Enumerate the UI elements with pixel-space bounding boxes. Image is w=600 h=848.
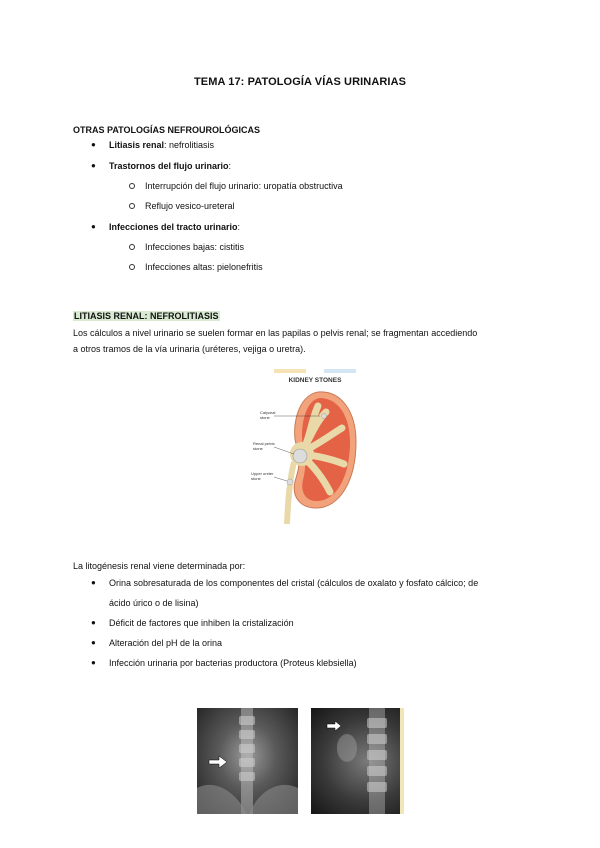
leader-line — [274, 477, 287, 481]
label-calyceal-2: stone — [260, 415, 270, 420]
list-item-litiasis — [109, 139, 214, 152]
label-renal-pelvic-2: stone — [253, 446, 263, 451]
title-bar-left — [274, 369, 306, 373]
label-upper-ureter: Upper ureter — [251, 471, 274, 476]
section-heading-litiasis — [73, 311, 220, 321]
circle-bullet-icon — [129, 183, 135, 189]
ureter — [287, 462, 294, 524]
page-title: TEMA 17: PATOLOGÍA VÍAS URINARIAS — [193, 76, 407, 88]
lito-item-2: Déficit de factores que inhiben la cristalización — [109, 618, 294, 628]
sub-item-reflujo: Reflujo vesico-ureteral — [145, 201, 235, 211]
section-heading-otras-patologias: OTRAS PATOLOGÍAS NEFROUROLÓGICAS — [73, 125, 261, 135]
list-item-infecciones — [109, 221, 240, 234]
bullet-icon: ● — [91, 578, 96, 587]
pelvic-stone — [293, 449, 307, 463]
sub-item-infecciones-bajas: Infecciones bajas: cistitis — [145, 242, 245, 252]
xray-left-detail — [197, 708, 298, 814]
label-calyceal: Calyceal — [260, 410, 276, 415]
list-item-bold: Infecciones del tracto urinario — [109, 222, 238, 232]
label-renal-pelvic: Renal pelvic — [253, 441, 275, 446]
lito-item-3: Alteración del pH de la orina — [109, 638, 223, 648]
calyceal-stone — [322, 414, 327, 419]
circle-bullet-icon — [129, 244, 135, 250]
title-bar-right — [324, 369, 356, 373]
circle-bullet-icon — [129, 203, 135, 209]
lito-item-4: Infección urinaria por bacterias productora (Proteus klebsiella) — [109, 658, 357, 668]
kidney-stones-figure — [240, 368, 365, 528]
kidney-illustration — [240, 368, 365, 528]
sub-item-interrupcion: Interrupción del flujo urinario: uropatía obstructiva — [145, 181, 343, 191]
bullet-icon: ● — [91, 140, 96, 149]
list-item-trastornos — [109, 160, 231, 173]
list-item-text: : — [237, 222, 241, 232]
xray-right-detail — [311, 708, 404, 814]
bullet-icon: ● — [91, 618, 96, 627]
label-upper-ureter-2: stone — [251, 476, 261, 481]
ureter-stone — [287, 479, 293, 485]
bullet-icon: ● — [91, 161, 96, 170]
arrow-icon — [209, 756, 227, 768]
paragraph-line-1: Los cálculos a nivel urinario se suelen formar en las papilas o pelvis renal; se fragmentan accediendo — [73, 328, 478, 338]
list-item-bold: Trastornos del flujo urinario — [109, 161, 229, 171]
bullet-icon: ● — [91, 638, 96, 647]
list-item-text: : nefrolitiasis — [164, 140, 215, 150]
circle-bullet-icon — [129, 264, 135, 270]
list-item-bold: Litiasis renal — [109, 140, 165, 150]
lito-intro: La litogénesis renal viene determinada por: — [73, 561, 246, 571]
lito-item-1-line-2: ácido úrico o de lisina) — [109, 598, 199, 608]
xray-image-left — [197, 708, 298, 814]
paragraph-line-2: a otros tramos de la vía urinaria (uréteres, vejiga o uretra). — [73, 344, 306, 354]
lito-item-1-line-1: Orina sobresaturada de los componentes del cristal (cálculos de oxalato y fosfato cálcico; de — [109, 578, 479, 588]
list-item-text: : — [228, 161, 232, 171]
bullet-icon: ● — [91, 222, 96, 231]
figure-title: KIDNEY STONES — [288, 377, 342, 384]
sub-item-infecciones-altas: Infecciones altas: pielonefritis — [145, 262, 263, 272]
highlighted-heading: LITIASIS RENAL: NEFROLITIASIS — [74, 311, 219, 321]
arrow-icon — [327, 721, 341, 731]
xray-image-right — [311, 708, 404, 814]
bullet-icon: ● — [91, 658, 96, 667]
